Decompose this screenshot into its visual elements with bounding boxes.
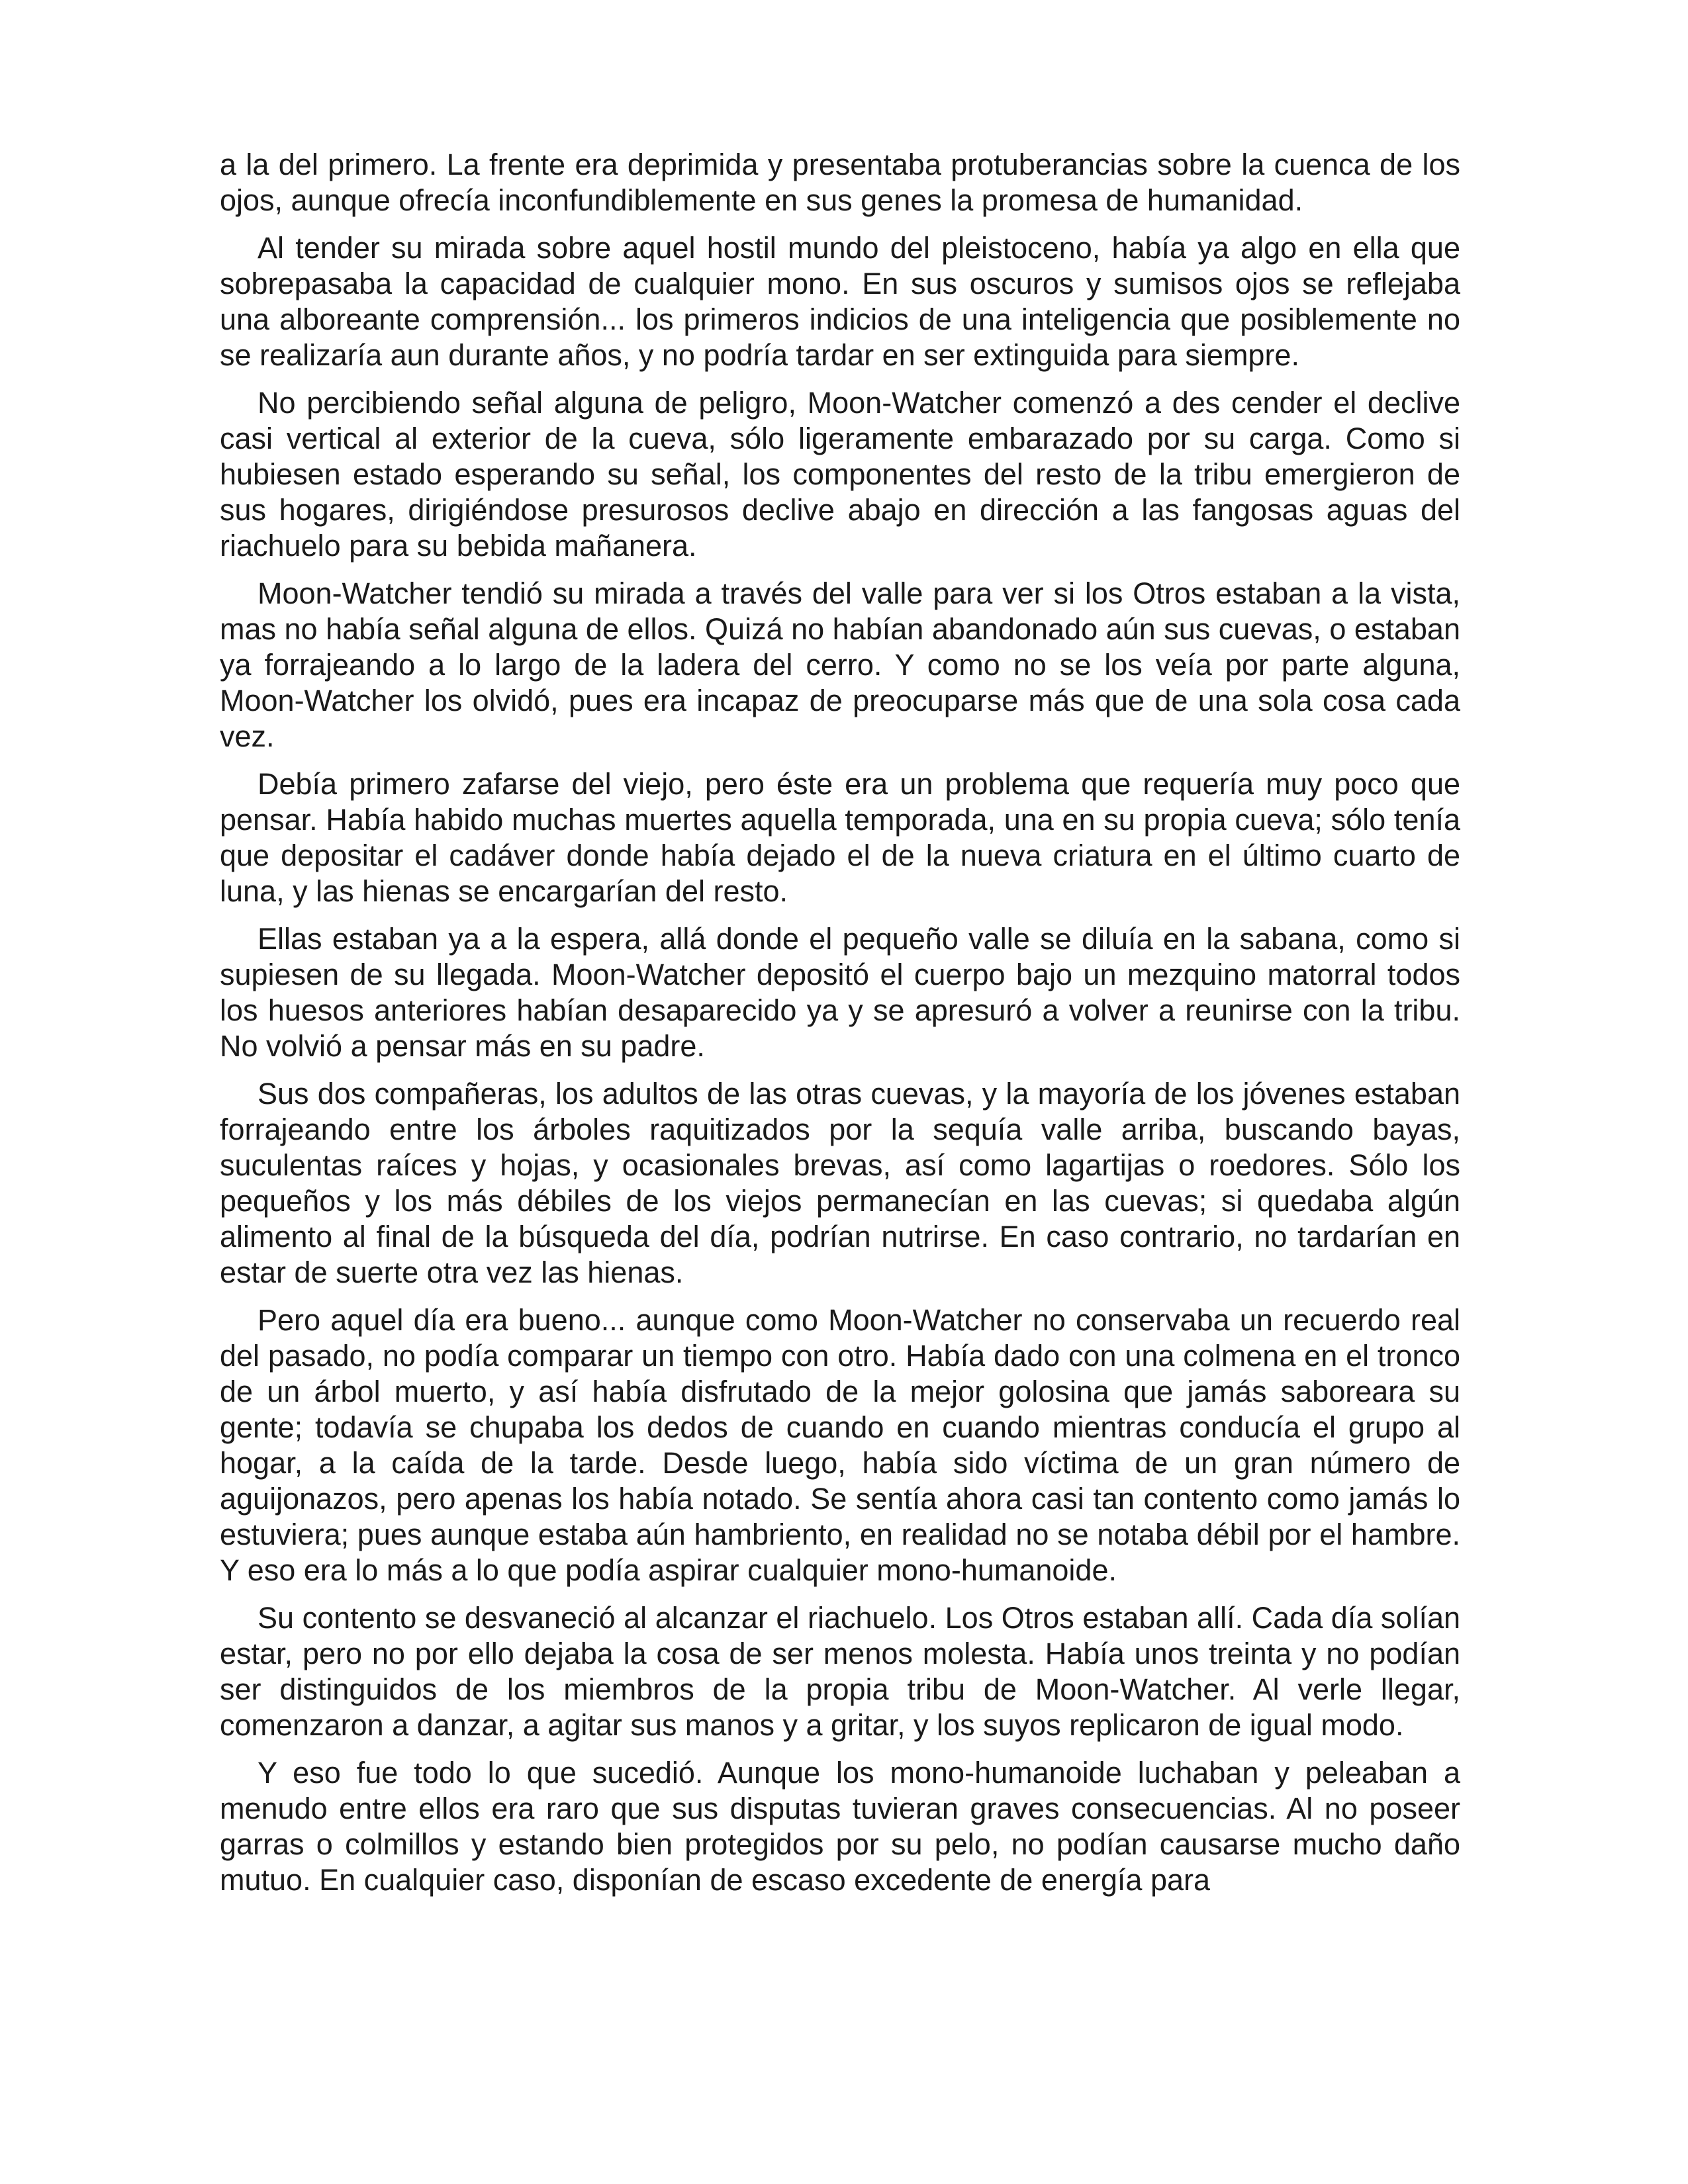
paragraph-6: Ellas estaban ya a la espera, allá donde el pequeño valle se diluía en la sabana, como si supiesen de su llegada. Moon-Watcher depositó el cuerpo bajo un mezquino matorral todos los huesos anteriores habían desaparecido ya y se apresuró a volver a reunirse con la tribu. No volvió a pensar más en su padre. [220,922,1460,1063]
paragraph-4: Moon-Watcher tendió su mirada a través del valle para ver si los Otros estaban a la vista, mas no había señal alguna de ellos. Quizá no habían abandonado aún sus cuevas, o estaban ya forrajeando a lo largo de la ladera del cerro. Y como no se los veía por parte alguna, Moon-Watcher los olvidó, pues era incapaz de preocuparse más que de una sola cosa cada vez. [220,576,1460,753]
paragraph-3: No percibiendo señal alguna de peligro, Moon-Watcher comenzó a des cender el declive casi vertical al exterior de la cueva, sólo ligeramente embarazado por su carga. Como si hubiesen estado esperando su señal, los componentes del resto de la tribu emergieron de sus hogares, dirigiéndose presurosos declive abajo en dirección a las fangosas aguas del riachuelo para su bebida mañanera. [220,386,1460,563]
paragraph-10: Y eso fue todo lo que sucedió. Aunque los mono-humanoide luchaban y peleaban a menudo entre ellos era raro que sus disputas tuvieran graves consecuencias. Al no poseer garras o colmillos y estando bien protegidos por su pelo, no podían causarse mucho daño mutuo. En cualquier caso, disponían de escaso excedente de energía para [220,1756,1460,1897]
paragraph-1: a la del primero. La frente era deprimida y presentaba protuberancias sobre la cuenca de los ojos, aunque ofrecía inconfundiblemente en sus genes la promesa de humanidad. [220,148,1460,217]
paragraph-7: Sus dos compañeras, los adultos de las otras cuevas, y la mayoría de los jóvenes estaban forrajeando entre los árboles raquitizados por la sequía valle arriba, buscando bayas, suculentas raíces y hojas, y ocasionales brevas, así como lagartijas o roedores. Sólo los pequeños y los más débiles de los viejos permanecían en las cuevas; si quedaba algún alimento al final de la búsqueda del día, podrían nutrirse. En caso contrario, no tardarían en estar de suerte otra vez las hienas. [220,1077,1460,1289]
paragraph-5: Debía primero zafarse del viejo, pero éste era un problema que requería muy poco que pensar. Había habido muchas muertes aquella temporada, una en su propia cueva; sólo tenía que depositar el cadáver donde había dejado el de la nueva criatura en el último cuarto de luna, y las hienas se encargarían del resto. [220,767,1460,908]
paragraph-8: Pero aquel día era bueno... aunque como Moon-Watcher no conservaba un recuerdo real del pasado, no podía comparar un tiempo con otro. Había dado con una colmena en el tronco de un árbol muerto, y así había disfrutado de la mejor golosina que jamás saboreara su gente; todavía se chupaba los dedos de cuando en cuando mientras conducía el grupo al hogar, a la caída de la tarde. Desde luego, había sido víctima de un gran número de aguijonazos, pero apenas los había notado. Se sentía ahora casi tan contento como jamás lo estuviera; pues aunque estaba aún hambriento, en realidad no se notaba débil por el hambre. Y eso era lo más a lo que podía aspirar cualquier mono-humanoide. [220,1303,1460,1587]
paragraph-2: Al tender su mirada sobre aquel hostil mundo del pleistoceno, había ya algo en ella que sobrepasaba la capacidad de cualquier mono. En sus oscuros y sumisos ojos se reflejaba una alboreante comprensión... los primeros indicios de una inteligencia que posiblemente no se realizaría aun durante años, y no podría tardar en ser extinguida para siempre. [220,231,1460,372]
paragraph-9: Su contento se desvaneció al alcanzar el riachuelo. Los Otros estaban allí. Cada día solían estar, pero no por ello dejaba la cosa de ser menos molesta. Había unos treinta y no podían ser distinguidos de los miembros de la propia tribu de Moon-Watcher. Al verle llegar, comenzaron a danzar, a agitar sus manos y a gritar, y los suyos replicaron de igual modo. [220,1601,1460,1742]
document-page [220,147,1460,1910]
